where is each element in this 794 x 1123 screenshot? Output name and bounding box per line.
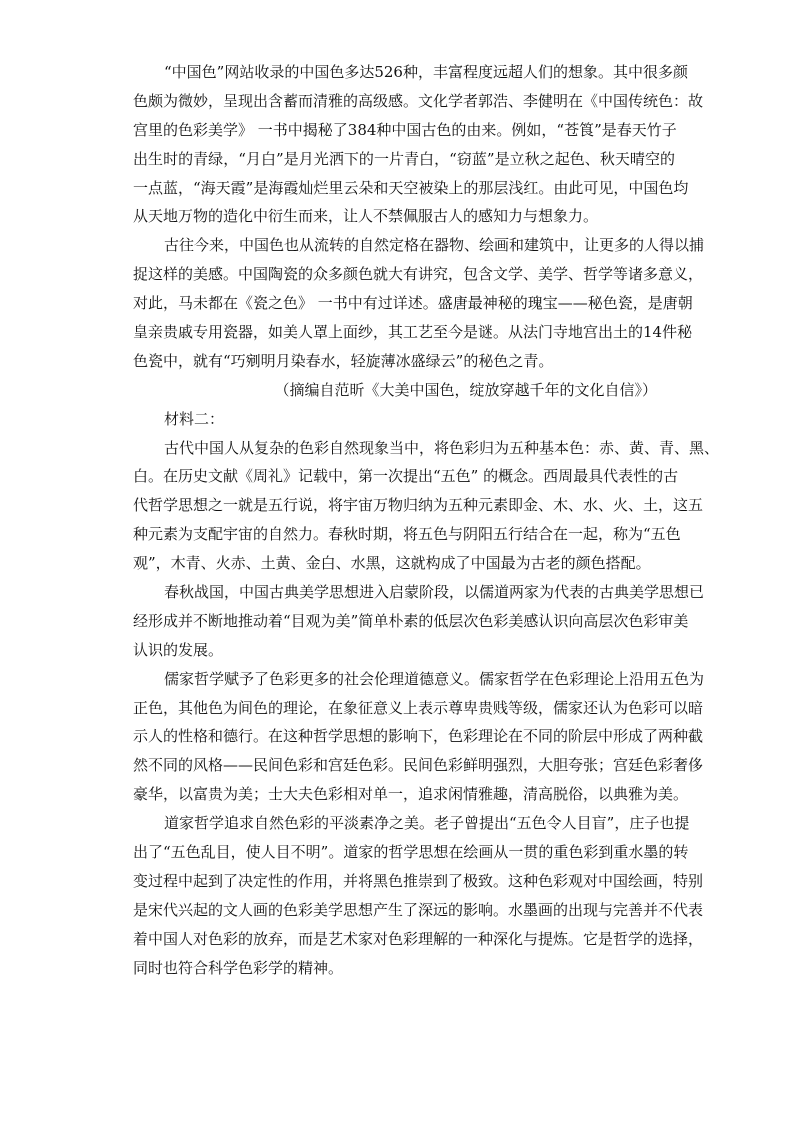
text-line: 从天地万物的造化中衍生而来，让人不禁佩服古人的感知力与想象力。 — [133, 207, 599, 226]
text-line: “中国色”网站收录的中国色多达526种，丰富程度远超人们的想象。其中很多颜 — [164, 63, 688, 81]
document-body — [133, 58, 720, 983]
text-line: 着中国人对色彩的放弃，而是艺术家对色彩理解的一种深化与提炼。它是哲学的选择， — [133, 929, 704, 948]
text-line: 观”，木青、火赤、土黄、金白、水黑，这就构成了中国最为古老的颜色搭配。 — [133, 554, 651, 573]
text-line: 捉这样的美感。中国陶瓷的众多颜色就大有讲究，包含文学、美学、哲学等诸多意义， — [133, 265, 704, 284]
text-line: 然不同的风格——民间色彩和宫廷色彩。民间色彩鲜明强烈，大胆夸张；宫廷色彩奢侈 — [133, 756, 704, 775]
text-line: 春秋战国，中国古典美学思想进入启蒙阶段，以儒道两家为代表的古典美学思想已 — [164, 583, 705, 602]
paragraph — [133, 231, 705, 375]
paragraph — [133, 809, 704, 982]
section-heading: 材料二： — [164, 409, 225, 428]
text-line: 变过程中起到了决定性的作用，并将黑色推崇到了极致。这种色彩观对中国绘画，特别 — [133, 871, 704, 890]
text-line: 种元素为支配宇宙的自然力。春秋时期，将五色与阴阳五行结合在一起，称为“五色 — [133, 525, 681, 544]
text-line: 宫里的色彩美学》 一书中揭秘了384种中国古色的由来。例如，“苍筤”是春天竹子 — [133, 120, 677, 139]
text-line: 正色，其他色为间色的理论，在象征意义上表示尊卑贵贱等级，儒家还认为色彩可以暗 — [133, 698, 704, 717]
text-line: 对此，马未都在《瓷之色》 一书中有过详述。盛唐最神秘的瑰宝——秘色瓷，是唐朝 — [133, 294, 693, 313]
text-line: 出生时的青绿，“月白”是月光洒下的一片青白，“窃蓝”是立秋之起色、秋天晴空的 — [133, 149, 675, 168]
paragraph — [133, 578, 705, 665]
text-line: 代哲学思想之一就是五行说，将宇宙万物归纳为五种元素即金、木、水、火、土，这五 — [133, 496, 704, 515]
text-line: 色颇为微妙，呈现出含蓄而清雅的高级感。文化学者郭浩、李健明在《中国传统色：故 — [133, 91, 704, 110]
paragraph — [133, 665, 705, 809]
text-line: 皇亲贵戚专用瓷器，如美人罩上面纱，其工艺至今是谜。从法门寺地宫出土的14件秘 — [133, 323, 693, 342]
text-line: 道家哲学追求自然色彩的平淡素净之美。老子曾提出“五色令人目盲”，庄子也提 — [164, 814, 690, 833]
text-line: 认识的发展。 — [133, 640, 224, 659]
text-line: 示人的性格和德行。在这种哲学思想的影响下，色彩理论在不同的阶层中形成了两种截 — [133, 727, 704, 746]
text-line: 古往今来，中国色也从流转的自然定格在器物、绘画和建筑中，让更多的人得以捕 — [164, 236, 705, 255]
paragraph — [133, 434, 720, 578]
text-line: 同时也符合科学色彩学的精神。 — [133, 958, 344, 977]
text-line: 一点蓝，“海天霞”是海霞灿烂里云朵和天空被染上的那层浅红。由此可见，中国色均 — [133, 178, 689, 197]
text-line: 白。在历史文献《周礼》记载中，第一次提出“五色” 的概念。西周最具代表性的古 — [133, 467, 679, 486]
source-attribution: （摘编自范昕《大美中国色，绽放穿越千年的文化自信》） — [274, 380, 657, 399]
text-line: 豪华，以富贵为美；士大夫色彩相对单一，追求闲情雅趣，清高脱俗，以典雅为美。 — [133, 785, 689, 804]
text-line: 出了“五色乱目，使人目不明”。道家的哲学思想在绘画从一贯的重色彩到重水墨的转 — [133, 843, 689, 862]
text-line: 古代中国人从复杂的色彩自然现象当中，将色彩归为五种基本色：赤、黄、青、黑、 — [164, 438, 720, 457]
text-line: 是宋代兴起的文人画的色彩美学思想产生了深远的影响。水墨画的出现与完善并不代表 — [133, 900, 704, 919]
text-line: 经形成并不断地推动着“目观为美”简单朴素的低层次色彩美感认识向高层次色彩审美 — [133, 611, 689, 630]
text-line: 儒家哲学赋予了色彩更多的社会伦理道德意义。儒家哲学在色彩理论上沿用五色为 — [164, 669, 705, 688]
text-line: 色瓷中，就有“巧剜明月染春水，轻旋薄冰盛绿云”的秘色之青。 — [133, 351, 554, 370]
paragraph — [133, 58, 704, 231]
